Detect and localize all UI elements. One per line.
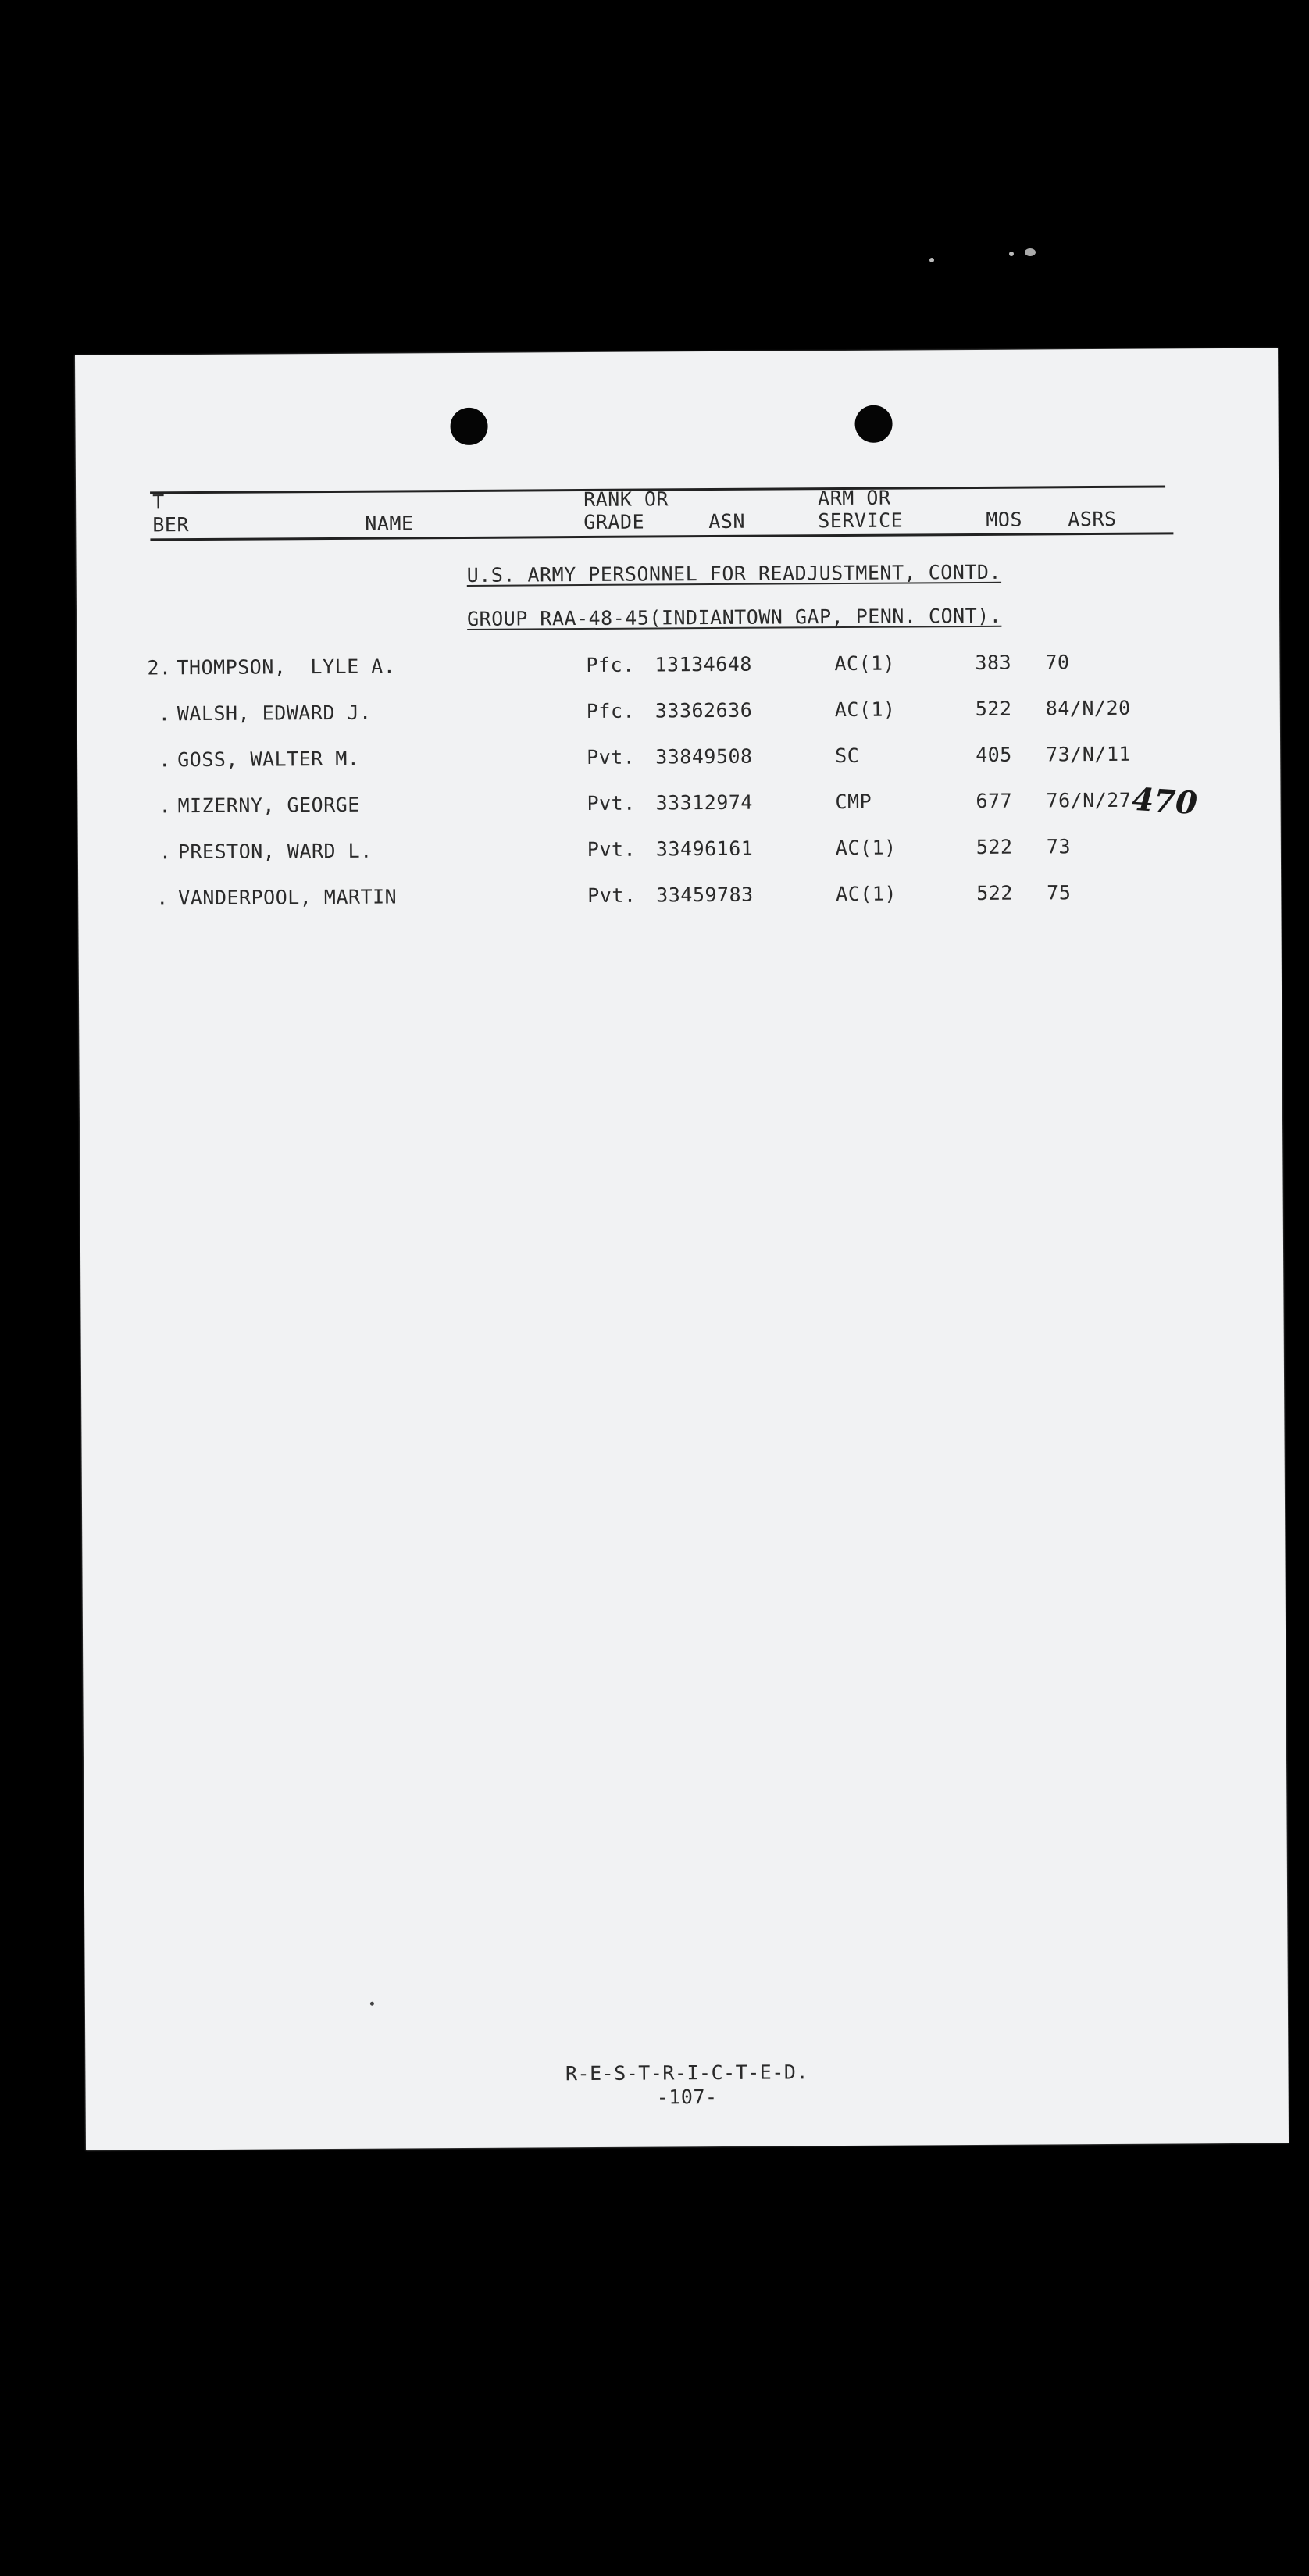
row-mos: 522	[976, 835, 1013, 858]
restricted-footer: R-E-S-T-R-I-C-T-E-D.	[565, 2060, 809, 2085]
row-arm: AC(1)	[836, 882, 897, 906]
table-row	[77, 788, 1280, 826]
row-rank: Pvt.	[587, 883, 637, 908]
row-mos: 405	[976, 743, 1012, 766]
row-name: VANDERPOOL, MARTIN	[178, 885, 398, 910]
row-number: .	[156, 887, 169, 910]
row-name: GOSS, WALTER M.	[177, 747, 360, 772]
row-name: MIZERNY, GEORGE	[177, 793, 360, 818]
header-arm-top: ARM OR	[818, 486, 891, 510]
header-number-top: T	[152, 491, 165, 514]
row-rank: Pfc.	[586, 699, 636, 723]
row-arm: AC(1)	[834, 698, 896, 722]
header-mos: MOS	[986, 508, 1023, 531]
header-bottom-rule	[150, 532, 1173, 541]
table-row	[77, 742, 1280, 780]
row-arm: CMP	[835, 790, 872, 814]
header-arm-bottom: SERVICE	[818, 508, 904, 533]
row-mos: 522	[975, 697, 1012, 720]
row-number: .	[158, 702, 171, 726]
punch-hole-right	[854, 405, 892, 443]
row-asn: 33459783	[656, 883, 754, 907]
page-number: -107-	[656, 2085, 718, 2109]
row-asn: 33849508	[655, 744, 753, 769]
row-asrs: 70	[1045, 651, 1070, 674]
row-asn: 33312974	[655, 790, 754, 815]
row-asn: 33362636	[654, 698, 753, 722]
row-mos: 677	[976, 789, 1013, 812]
row-number: .	[159, 748, 171, 772]
table-row	[77, 650, 1279, 688]
row-asn: 33496161	[655, 837, 754, 861]
row-asrs: 84/N/20	[1045, 696, 1131, 720]
handwritten-number: 470	[1131, 780, 1199, 822]
row-asrs: 73	[1046, 835, 1072, 858]
row-rank: Pvt.	[587, 745, 636, 769]
punch-hole-left	[450, 408, 487, 445]
header-name: NAME	[365, 512, 414, 535]
header-rank-top: RANK OR	[583, 487, 669, 512]
header-rank-bottom: GRADE	[583, 510, 645, 534]
group-title: GROUP RAA-48-45(INDIANTOWN GAP, PENN. CONT).	[466, 604, 1002, 630]
row-asn: 13134648	[654, 652, 752, 676]
row-rank: Pvt.	[587, 791, 636, 815]
paper-sheet	[75, 348, 1289, 2150]
header-asrs: ASRS	[1068, 507, 1117, 531]
row-arm: AC(1)	[835, 836, 897, 860]
table-row	[78, 880, 1281, 919]
row-rank: Pfc.	[586, 653, 635, 677]
row-arm: SC	[835, 744, 860, 768]
film-speck	[929, 258, 934, 262]
row-number: .	[159, 840, 172, 864]
header-asn: ASN	[708, 509, 746, 533]
paper-speck	[370, 2002, 374, 2006]
row-mos: 522	[976, 881, 1013, 904]
film-speck	[1025, 248, 1036, 256]
film-speck	[1009, 252, 1014, 256]
row-rank: Pvt.	[587, 837, 637, 862]
row-name: PRESTON, WARD L.	[177, 839, 373, 864]
row-mos: 383	[975, 651, 1012, 674]
row-name: THOMPSON, LYLE A.	[177, 655, 396, 680]
row-number: 2.	[147, 656, 172, 680]
section-title: U.S. ARMY PERSONNEL FOR READJUSTMENT, CONTD.	[466, 560, 1002, 587]
row-asrs: 76/N/27	[1046, 788, 1132, 812]
row-asrs: 75	[1047, 881, 1072, 904]
row-arm: AC(1)	[834, 651, 896, 676]
header-number-bottom: BER	[152, 513, 190, 537]
table-row	[78, 834, 1281, 872]
row-number: .	[159, 794, 172, 818]
table-row	[77, 696, 1280, 734]
row-asrs: 73/N/11	[1046, 742, 1132, 766]
row-name: WALSH, EDWARD J.	[177, 701, 372, 726]
